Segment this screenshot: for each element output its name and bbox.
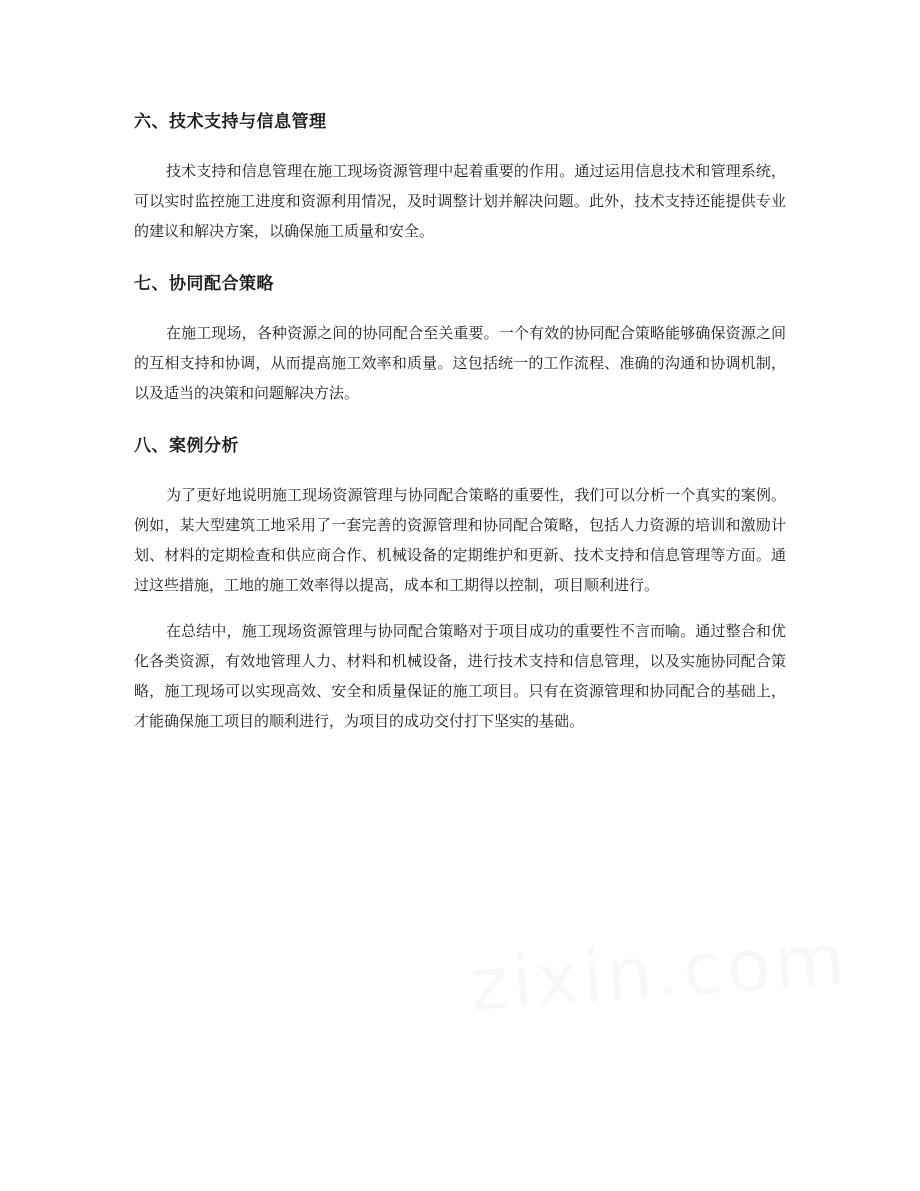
section-title-case-study: 八、案例分析 xyxy=(134,436,239,456)
watermark-logo: zixin.com xyxy=(467,916,852,1028)
paragraph-tech-support: 技术支持和信息管理在施工现场资源管理中起着重要的作用。通过运用信息技术和管理系统，可以实时监控施工进度和资源利用情况，及时调整计划并解决问题。此外，技术支持还能提供专业的建议和解决方案，以确保施工质量和安全。 xyxy=(134,162,786,240)
section-title-collaboration: 七、协同配合策略 xyxy=(134,274,274,294)
paragraph-case-study: 为了更好地说明施工现场资源管理与协同配合策略的重要性，我们可以分析一个真实的案例。例如，某大型建筑工地采用了一套完善的资源管理和协同配合策略，包括人力资源的培训和激励计划、材料的定期检查和供应商合作、机械设备的定期维护和更新、技术支持和信息管理等方面。通过这些措施，工地的施工效率得以提高，成本和工期得以控制，项目顺利进行。 xyxy=(134,486,786,594)
document-body xyxy=(134,104,786,752)
section-title-tech-support: 六、技术支持与信息管理 xyxy=(134,112,327,132)
paragraph-collaboration: 在施工现场，各种资源之间的协同配合至关重要。一个有效的协同配合策略能够确保资源之间的互相支持和协调，从而提高施工效率和质量。这包括统一的工作流程、准确的沟通和协调机制，以及适当的决策和问题解决方法。 xyxy=(134,324,786,402)
paragraph-conclusion: 在总结中，施工现场资源管理与协同配合策略对于项目成功的重要性不言而喻。通过整合和优化各类资源，有效地管理人力、材料和机械设备，进行技术支持和信息管理，以及实施协同配合策略，施工现场可以实现高效、安全和质量保证的施工项目。只有在资源管理和协同配合的基础上，才能确保施工项目的顺利进行，为项目的成功交付打下坚实的基础。 xyxy=(134,622,786,730)
